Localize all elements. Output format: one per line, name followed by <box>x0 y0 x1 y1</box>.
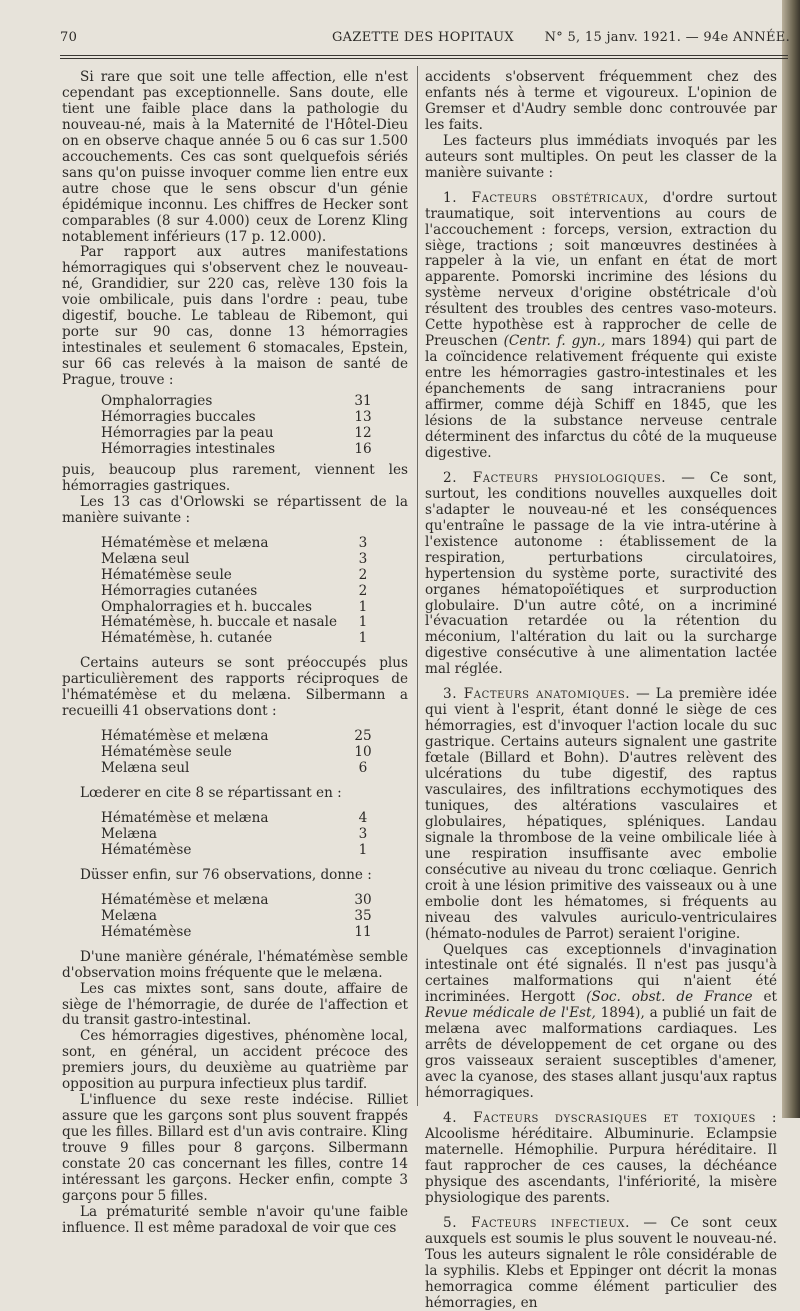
section-text: Alcoolisme héréditaire. Albuminurie. Eclampsie maternelle. Hémophilie. Purpura héréditaire. Il faut rapprocher de ces causes, la déchéance physique des ascendants, l'infériorité, la misère physiologique des parents. <box>425 1126 777 1206</box>
row-value: 2 <box>358 566 368 583</box>
table-row <box>101 426 377 442</box>
row-label: Melæna seul <box>101 760 190 777</box>
row-label: Hémorragies cutanées <box>101 582 258 599</box>
row-value: 2 <box>358 582 368 599</box>
book-spine-edge <box>782 0 800 1118</box>
row-value: 31 <box>354 393 372 410</box>
table-row <box>101 394 377 410</box>
paragraph <box>425 943 777 1103</box>
paragraph-text: Quelques cas exceptionnels d'invagination intestinale ont été signalés. Il n'est pas jusqu'à certaines malformations qui n'aient été incriminées. Hergott <box>425 941 777 1006</box>
paragraph-text: et <box>752 989 777 1006</box>
table-row <box>101 925 377 941</box>
paragraph: La prématurité semble n'avoir qu'une faible influence. Il est même paradoxal de voir que ces <box>62 1203 408 1236</box>
row-label: Hématémèse et melæna <box>101 728 269 745</box>
row-label: Hématémèse et melæna <box>101 809 269 826</box>
paragraph: Les facteurs plus immédiats invoqués par les auteurs sont multiples. On peut les classer de la manière suivante : <box>425 132 777 181</box>
left-column <box>62 70 408 1237</box>
section-heading: 3. Facteurs anatomiques. <box>443 686 631 703</box>
paragraph: D'une manière générale, l'hématémèse semble d'observation moins fréquente que le melæna. <box>62 948 408 981</box>
paragraph: Certains auteurs se sont préoccupés plus particulièrement des rapports réciproques de l'hématémèse et du melæna. Silbermann a recueilli 41 observations dont : <box>62 655 408 720</box>
stats-table-orlowski <box>101 536 377 648</box>
table-row <box>101 615 377 631</box>
row-label: Hémorragies par la peau <box>101 424 274 441</box>
stats-table-dusser <box>101 893 377 941</box>
row-value: 1 <box>358 841 368 858</box>
section-infectious <box>425 1216 777 1311</box>
header-rule-secondary <box>60 58 788 59</box>
citation: (Centr. f. gyn., <box>503 333 606 350</box>
row-value: 1 <box>358 630 368 647</box>
table-row <box>101 584 377 600</box>
section-text: — Ce sont, surtout, les conditions nouvelles auxquelles doit s'adapter le nouveau-né et les conséquences qu'entraîne le passage de la vie intra-utérine à l'existence autonome : établissement de la respiration, perturbations circulatoires, hypertension du système porte, suractivité des organes hématopoïétiques et surproduction globulaire. D'un autre côté, on a incriminé l'évacuation retardée ou la rétention du méconium, l'altération du lait ou la surcharge digestive consécutive à une alimentation lactée mal réglée. <box>425 469 778 678</box>
row-value: 25 <box>354 728 372 745</box>
paragraph: Düsser enfin, sur 76 observations, donne : <box>80 866 372 883</box>
section-physiological <box>425 471 777 678</box>
row-label: Hématémèse seule <box>101 744 232 761</box>
row-label: Hématémèse et melæna <box>101 891 269 908</box>
row-value: 6 <box>358 760 368 777</box>
header-rule <box>60 55 788 56</box>
section-heading: 4. Facteurs dyscrasiques et toxiques : <box>443 1110 777 1127</box>
row-value: 30 <box>354 891 372 908</box>
paragraph-text: 1894), a publié un fait de melæna avec malformations cardiaques. Les arrêts de développement de cet organe ou des gros vaisseaux seraient susceptibles d'amener, avec la cyanose, des stases allant jusqu'aux raptus hémorragiques. <box>425 1005 777 1102</box>
issue-info: N° 5, 15 janv. 1921. — 94e ANNÉE. <box>544 30 790 45</box>
row-label: Hématémèse <box>101 923 192 940</box>
row-value: 3 <box>358 825 368 842</box>
row-value: 10 <box>354 744 372 761</box>
section-text: — Ce sont ceux auxquels est soumis le plus souvent le nouveau-né. Tous les auteurs signalent le rôle considérable de la syphilis. Klebs et Eppinger ont décrit la monas hemorragica comme élément particulier des hémorragies, en <box>425 1214 778 1311</box>
section-obstetric <box>425 191 777 462</box>
paragraph: Les 13 cas d'Orlowski se répartissent de la manière suivante : <box>62 493 408 526</box>
row-label: Hématémèse, h. buccale et nasale <box>101 614 338 631</box>
table-row <box>101 729 377 745</box>
paragraph: Lœderer en cite 8 se répartissant en : <box>80 785 342 802</box>
section-text: — La première idée qui vient à l'esprit, étant donné le siège de ces hémorragies, est d'invoquer l'action locale du suc gastrique. Certains auteurs signalent une gastrite fœtale (Billard et Bohn). D'autres relèvent des ulcérations du tube digestif, des raptus vasculaires, des infiltrations ecchymotiques des tuniques, des altérations vasculaires et globulaires, hépatiques, spléniques. Landau signale la thrombose de la veine ombilicale liée à une respiration insuffisante avec embolie consécutive au niveau du tronc cœliaque. Genrich croit à une lésion primitive des vaisseaux ou à une embolie dont les hématomes, si fréquents au niveau des valvules auriculo-ventriculaires (hémato-nodules de Parrot) seraient l'origine. <box>425 686 777 942</box>
table-row <box>101 811 377 827</box>
citation: (Soc. obst. de France <box>586 989 753 1006</box>
section-dyscrasic <box>425 1111 777 1207</box>
row-label: Hématémèse, h. cutanée <box>101 630 273 647</box>
stats-table-silbermann <box>101 729 377 777</box>
table-row <box>101 843 377 859</box>
row-value: 1 <box>358 598 368 615</box>
row-label: Melæna <box>101 825 157 842</box>
paragraph: accidents s'observent fréquemment chez des enfants nés à terme et vigoureux. L'opinion de Gremser et d'Audry semble donc controuvée par les faits. <box>425 69 777 133</box>
row-value: 11 <box>354 923 372 940</box>
right-column <box>425 70 777 1311</box>
section-text: d'ordre surtout traumatique, soit interventions au cours de l'accouchement : forceps, version, extraction du siège, tractions ; soit manœuvres destinées à rappeler à la vie, un enfant en état de mort apparente. Pomorski incrimine des lésions du système nerveux d'origine obstétricale d'où résultent des troubles des centres vaso-moteurs. Cette hypothèse est à rapprocher de celle de Preuschen <box>425 189 777 350</box>
paragraph: L'influence du sexe reste indécise. Rilliet assure que les garçons sont plus souvent frappés que les filles. Billard est d'un avis contraire. Kling trouve 9 filles pour 8 garçons. Silbermann constate 20 cas concernant les filles, contre 14 intéressant les garçons. Hecker enfin, compte 3 garçons pour 5 filles. <box>62 1092 408 1204</box>
row-value: 3 <box>358 550 368 567</box>
section-anatomical <box>425 687 777 942</box>
row-value: 12 <box>354 424 372 441</box>
paragraph: Ces hémorragies digestives, phénomène local, sont, en général, un accident précoce des premiers jours, du deuxième au quatrième par opposition au purpura infectieux plus tardif. <box>62 1028 408 1093</box>
row-label: Hématémèse <box>101 841 192 858</box>
section-heading: 2. Facteurs physiologiques. <box>443 469 667 486</box>
table-row <box>101 442 377 458</box>
table-row <box>101 827 377 843</box>
table-row <box>101 568 377 584</box>
page-number: 70 <box>60 30 78 45</box>
paragraph: puis, beaucoup plus rarement, viennent les hémorragies gastriques. <box>62 461 408 494</box>
table-row <box>101 631 377 647</box>
paragraph: Les cas mixtes sont, sans doute, affaire de siège de l'hémorragie, de durée de l'affection et du transit gastro-intestinal. <box>62 980 408 1029</box>
page-header <box>60 30 790 50</box>
citation: Revue médicale de l'Est, <box>425 1005 596 1022</box>
row-value: 4 <box>358 809 368 826</box>
stats-table-loederer <box>101 811 377 859</box>
stats-table-epstein <box>101 394 377 458</box>
row-value: 35 <box>354 907 372 924</box>
paragraph: Si rare que soit une telle affection, elle n'est cependant pas exceptionnelle. Sans doute, elle tient une faible place dans la pathologie du nouveau-né, mais à la Maternité de l'Hôtel-Dieu on en observe chaque année 5 ou 6 cas sur 1.500 accouchements. Ces cas sont quelquefois sériés sans qu'on puisse invoquer comme lien entre eux autre chose que le sens obscur d'un génie épidémique inconnu. Les chiffres de Hecker sont comparables (8 sur 4.000) ceux de Lorenz Kling notablement inférieurs (17 p. 12.000). <box>62 69 408 245</box>
row-label: Omphalorragies <box>101 393 213 410</box>
row-label: Hémorragies intestinales <box>101 440 276 457</box>
table-row <box>101 600 377 616</box>
table-row <box>101 745 377 761</box>
table-row <box>101 893 377 909</box>
journal-title: GAZETTE DES HOPITAUX <box>332 30 514 45</box>
table-row <box>101 410 377 426</box>
row-label: Melæna <box>101 907 157 924</box>
table-row <box>101 909 377 925</box>
table-row <box>101 761 377 777</box>
table-row <box>101 552 377 568</box>
row-label: Hémorragies buccales <box>101 409 256 426</box>
table-row <box>101 536 377 552</box>
row-value: 16 <box>354 440 372 457</box>
row-label: Hématémèse seule <box>101 566 232 583</box>
row-label: Melæna seul <box>101 550 190 567</box>
column-separator <box>417 66 418 1106</box>
row-value: 1 <box>358 614 368 631</box>
row-value: 13 <box>354 409 372 426</box>
section-text: mars 1894) qui part de la coïncidence relativement fréquente qui existe entre les hémorragies gastro-intestinales et les épanchements de sang intracraniens pour affirmer, comme déjà Schiff en 1845, que les lésions de la substance nerveuse centrale déterminent des infarctus du côté de la muqueuse digestive. <box>425 333 777 461</box>
paragraph: Par rapport aux autres manifestations hémorragiques qui s'observent chez le nouveau-né, Grandidier, sur 220 cas, relève 130 fois la voie ombilicale, puis dans l'ordre : peau, tube digestif, bouche. Le tableau de Ribemont, qui porte sur 90 cas, donne 13 hémorragies intestinales et seulement 6 stomacales, Epstein, sur 66 cas relevés à la maison de santé de Prague, trouve : <box>62 244 408 389</box>
row-value: 3 <box>358 534 368 551</box>
section-heading: 5. Facteurs infectieux. <box>443 1214 630 1231</box>
row-label: Omphalorragies et h. buccales <box>101 598 313 615</box>
section-heading: 1. Facteurs obstétricaux, <box>443 189 649 206</box>
row-label: Hématémèse et melæna <box>101 534 269 551</box>
